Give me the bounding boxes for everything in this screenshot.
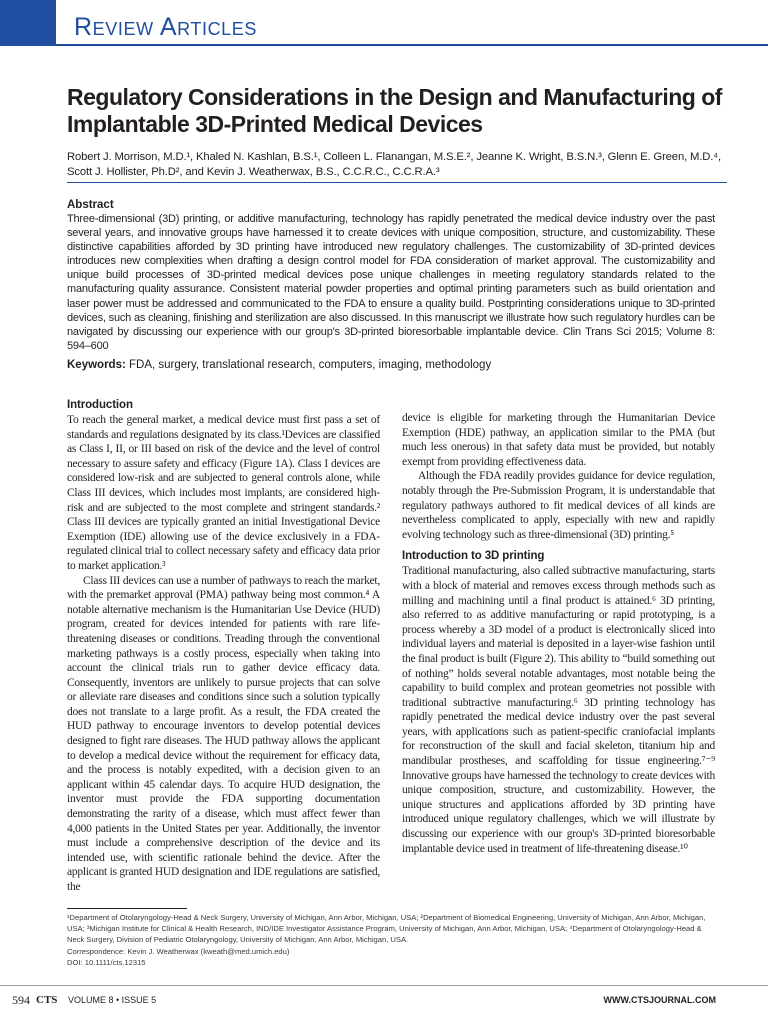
volume-issue: VOLUME 8 • ISSUE 5	[68, 995, 157, 1005]
author-list: Robert J. Morrison, M.D.¹, Khaled N. Kashlan, B.S.¹, Colleen L. Flanangan, M.S.E.², Jeanne K. Wright, B.S.N.³, Glenn E. Green, M.D.⁴, Scott J. Hollister, Ph.D², and Kevin J. Weatherwax, B.S., C.C.R.C., C.C.R.A.³	[67, 151, 721, 178]
authors-divider	[67, 182, 727, 183]
journal-url: WWW.CTSJOURNAL.COM	[603, 995, 716, 1005]
abstract-body: Three-dimensional (3D) printing, or additive manufacturing, technology has rapidly penetrated the medical device industry over the past several years, and innovative groups have harnessed it to create devices with unique composition, structure, and customizability. These distinctive capabilities afforded by 3D printing have introduced new regulatory challenges. The customizability of 3D-printed devices introduces new complexities when drafting a design control model for FDA consideration of market approval. The customizability and unique build processes of 3D-printed medical devices pose unique challenges in meeting regulatory standards related to the manufacturing quality assurance. Consistent material powder properties and optimal printing parameters such as build orientation and laser power must be addressed and communicated to the FDA to ensure a quality build. Postprinting considerations unique to 3D-printed devices, such as cleaning, finishing and sterilization are also discussed. In this manuscript we illustrate how such regulatory hurdles can be navigated by discussing our experience with our group's 3D-printed bioresorbable implantable device. Clin Trans Sci 2015; Volume 8: 594–600	[67, 213, 715, 352]
affiliations: ¹Department of Otolaryngology-Head & Neck Surgery, University of Michigan, Ann Arbor, Michigan, USA; ²Department of Biomedical Engineering, University of Michigan, Ann Arbor, Michigan, USA; ³Michigan Institute for Clinical & Health Research, IND/IDE Investigator Assistance Program, University of Michigan, Ann Arbor, Michigan, USA; ⁴Department of Otolaryngology-Head & Neck Surgery, Division of Pediatric Otolaryngology, University of Michigan, Ann Arbor, Michigan, USA.	[67, 913, 706, 945]
doi: DOI: 10.1111/cts.12315	[67, 957, 146, 967]
right-column	[402, 411, 715, 856]
correspondence: Correspondence: Kevin J. Weatherwax (kweath@med.umich.edu)	[67, 946, 290, 956]
abstract-heading: Abstract	[67, 199, 114, 211]
footnote-divider	[67, 908, 187, 909]
keywords-label: Keywords:	[67, 359, 126, 371]
section-label: Review Articles	[74, 13, 257, 41]
3d-printing-heading: Introduction to 3D printing	[402, 550, 545, 563]
continued-paragraph-1: device is eligible for marketing through the Humanitarian Device Exemption (HDE) pathway, an application similar to the PMA (but much less onerous) in that safety data must be provided, but notably exempt from providing effectiveness data.	[402, 412, 715, 468]
intro-paragraph-1: To reach the general market, a medical device must first pass a set of standards and regulations designated by its class.¹Devices are classified as Class I, II, or III based on risk of the device and the level of control necessary to assure safety and efficacy (Figure 1A). Class I devices are considered low-risk and are subjected to general controls alone, while Class III devices, which includes most implants, are considered high-risk and are subjected to the most complete and stringent standards.² Class III devices are typically granted an initial Investigational Device Exemption (IDE) allowing use of the device exclusively in a FDA-regulated clinical trial to collect necessary safety and efficacy data prior to market application.³	[67, 414, 380, 572]
header-bar	[0, 0, 768, 55]
left-column	[67, 397, 380, 895]
article-title: Regulatory Considerations in the Design and Manufacturing of Implantable 3D-Printed Medical Devices	[67, 84, 722, 137]
page-number: 594	[12, 993, 30, 1007]
introduction-heading: Introduction	[67, 399, 133, 411]
journal-abbreviation: CTS	[36, 994, 58, 1006]
header-accent-block	[0, 0, 56, 46]
footnotes	[67, 912, 717, 968]
keywords-text: FDA, surgery, translational research, computers, imaging, methodology	[129, 359, 492, 371]
3d-printing-paragraph: Traditional manufacturing, also called subtractive manufacturing, starts with a block of material and removes excess through methods such as milling and machining until a final product is attained.⁶ 3D printing, also referred to as additive manufacturing or rapid prototyping, is a process whereby a 3D model of a product is electronically sliced into individual layers and material is deposited in a layer-wise fashion until the final product is built (Figure 2). This ability to “build something out of nothing” holds several notable advantages, most notable being the capability to build complex and protean geometries not possible with traditional subtractive manufacturing.⁶ 3D printing technology has rapidly penetrated the medical device industry over the past several years, with applications such as patient-specific craniofacial implants for reconstruction of the skull and facial skeleton, titanium hip and mandibular prostheses, and scaffolding for tissue engineering.⁷⁻⁹ Innovative groups have harnessed the technology to create devices with unique composition, structure, and customizability. However, the unique structures and applications afforded by 3D printing have introduced unique regulatory challenges, which we will illustrate by discussing our experience with our group's 3D-printed bioresorbable implantable device used in treatment of life-threatening disease.¹⁰	[402, 565, 715, 855]
continued-paragraph-2: Although the FDA readily provides guidance for device regulation, notably through the Pre-Submission Program, it is understandable that regulatory pathways authored to fit medical devices of all kinds are nevertheless complicated to apply, especially with new and rapidly evolving technology such as three-dimensional (3D) printing.⁵	[402, 470, 715, 541]
keywords	[67, 359, 727, 371]
intro-paragraph-2: Class III devices can use a number of pathways to reach the market, with the premarket approval (PMA) pathway being most common.⁴ A notable alternative mechanism is the Humanitarian Use Device (HUD) program, created for devices intended for patients with rare life-threatening diseases or conditions. Treading through the conventional marketing pathways is a costly process, especially when taking into account the clinical trials run to gather device efficacy data. Consequently, inventors are unlikely to pursue projects that can solve or alleviate rare diseases and conditions since such a solution typically does not translate to a large profit. As a result, the FDA created the HUD pathway to encourage inventors to develop potential devices designed to fight rare diseases. The HUD pathway allows the applicant to develop a medical device without the requirement for efficacy data, and the process is notably expedited, with a decision given to an applicant within 45 calendar days. To acquire HUD designation, the inventor must provide the FDA supporting documentation demonstrating the rarity of a disease, which must affect fewer than 4,000 patients in the United States per year. Additionally, the inventor must include a comprehensive description of the device and its intended use, with scientific rationale behind the device. After the applicant is granted HUD designation and IDE regulations are satisfied, the	[67, 574, 380, 893]
footer-rule	[0, 985, 768, 986]
header-rule	[56, 44, 768, 46]
